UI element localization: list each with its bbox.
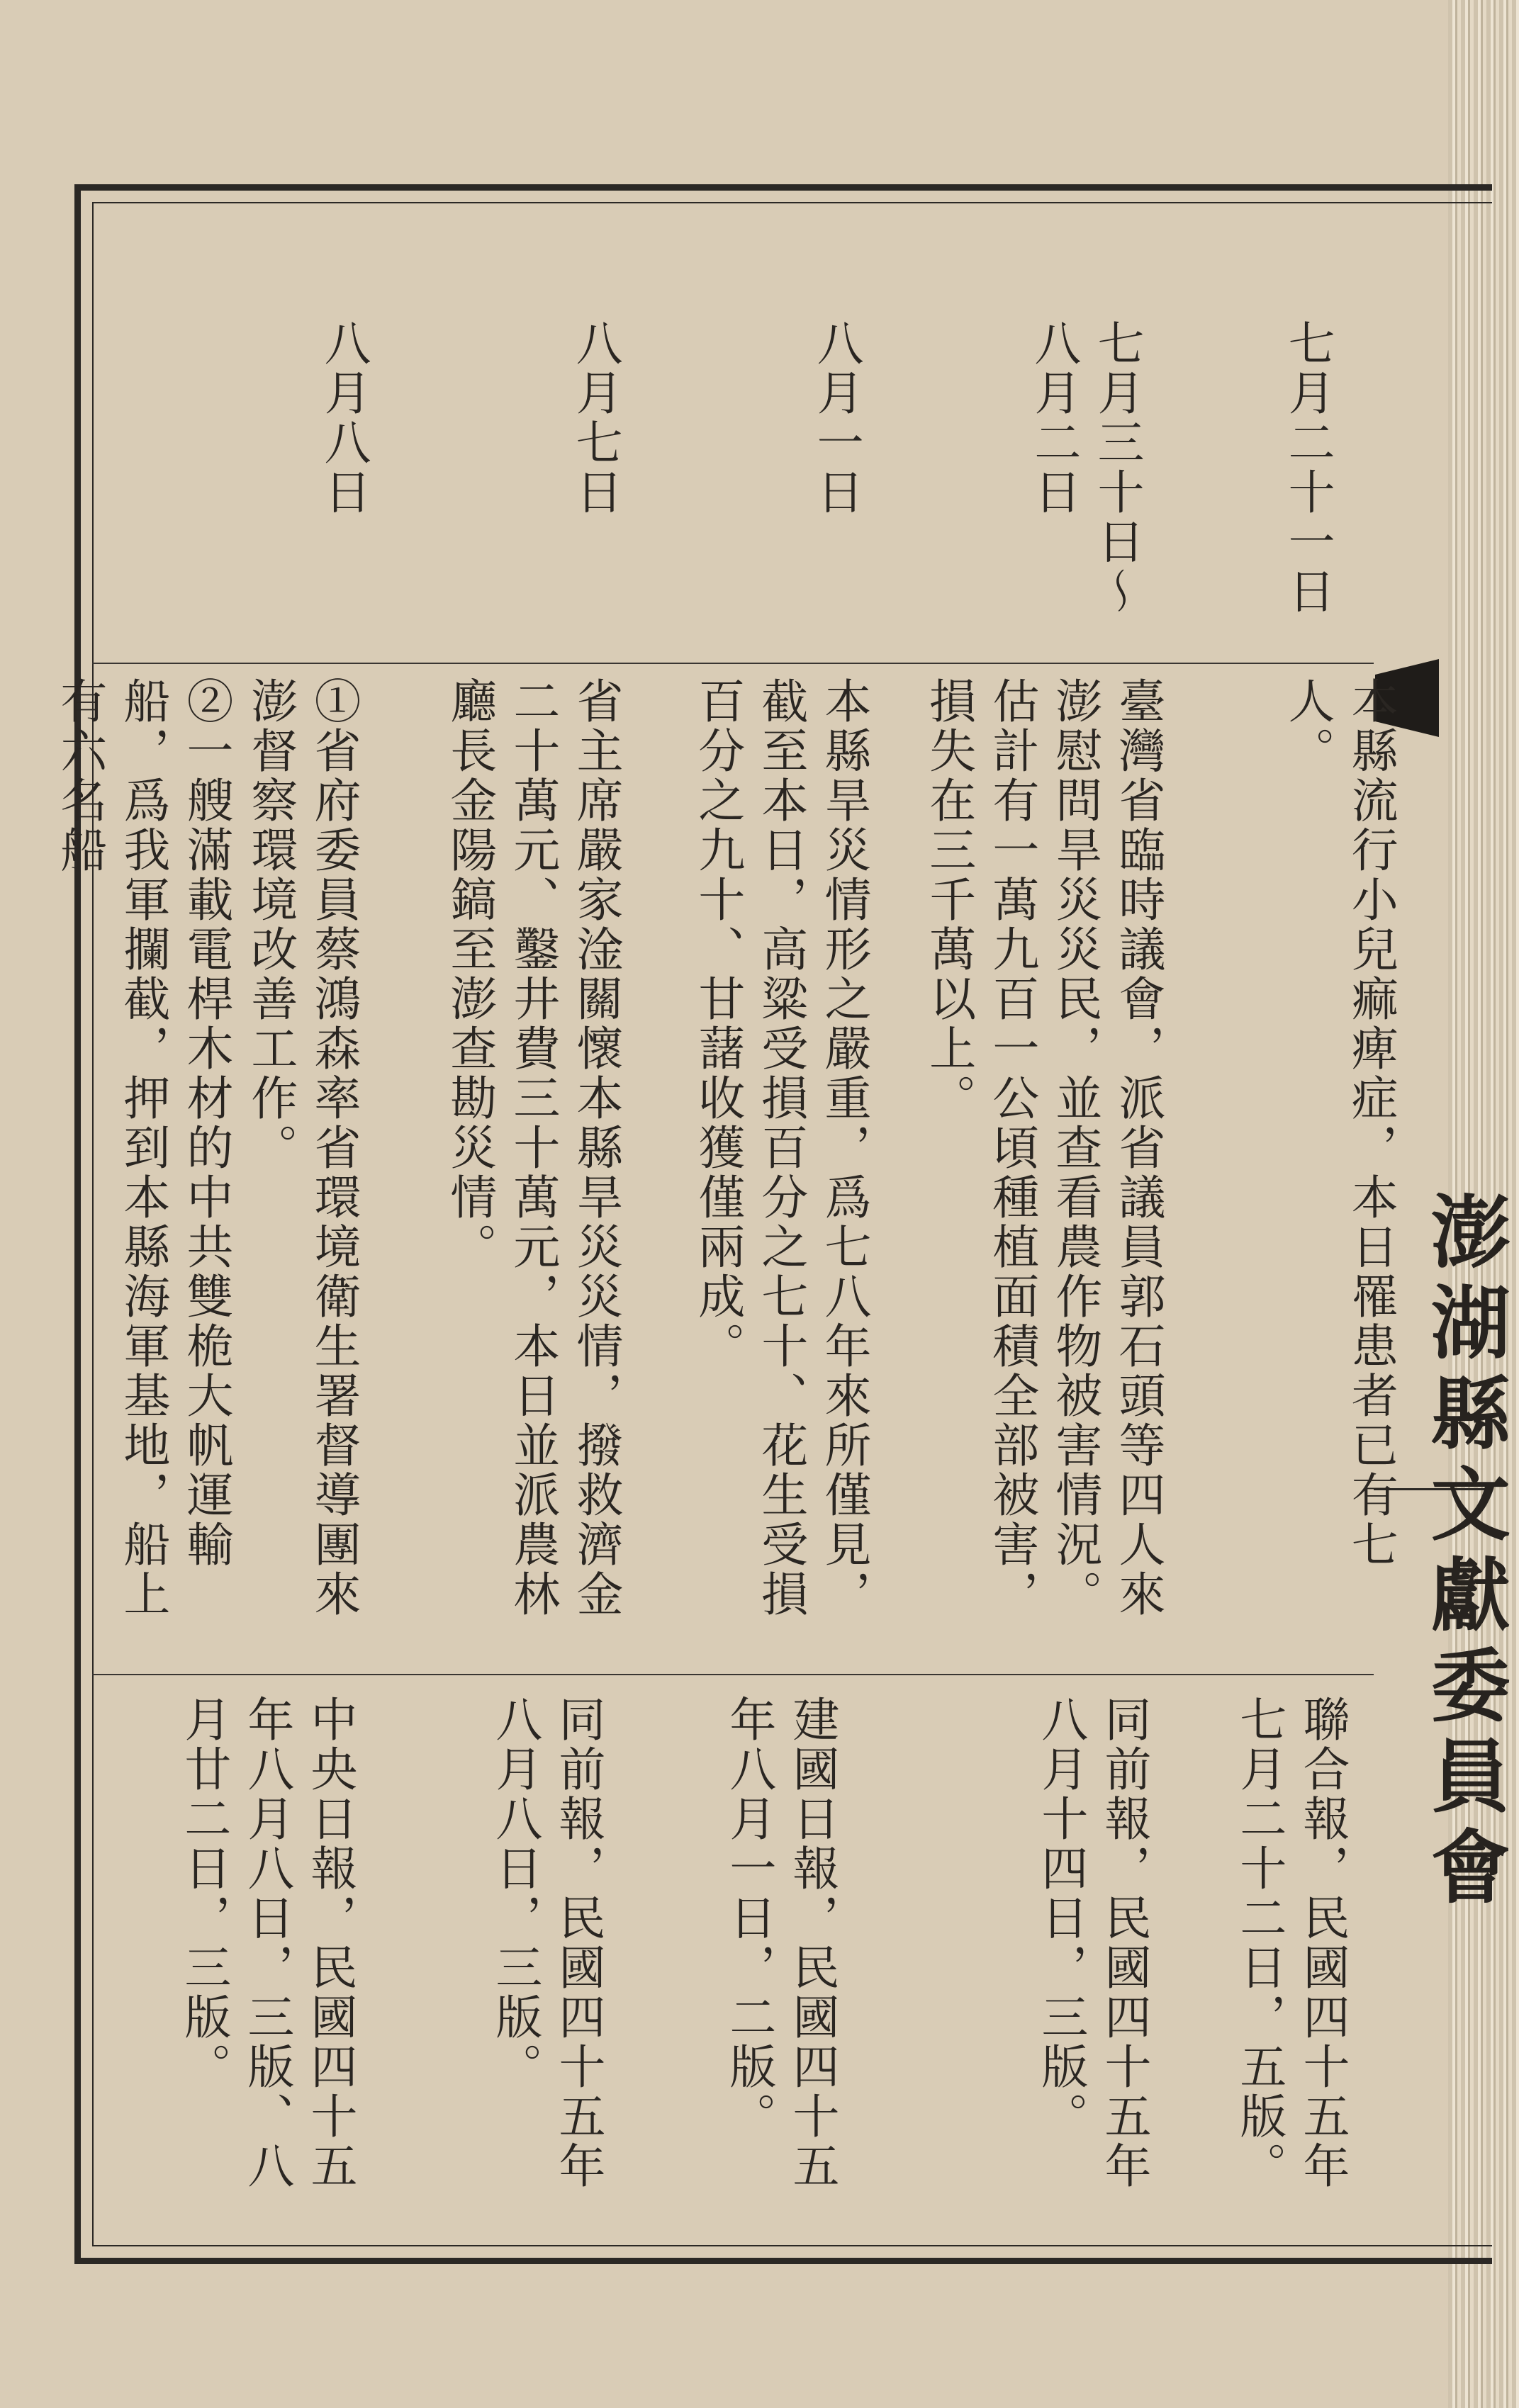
- entry-date: 八月一日: [809, 319, 864, 517]
- entry-event: 本縣流行小兒痲痺症，本日罹患者已有七人。: [1280, 677, 1399, 1570]
- entry-source: 中央日報，民國四十五年八月八日，三版、八月廿二日，三版。: [176, 1695, 357, 2191]
- entry-source: 建國日報，民國四十五年八月一日，二版。: [721, 1695, 839, 2191]
- entry-date: 七月三十日〜八月二日: [1026, 319, 1144, 617]
- entry-source: 同前報，民國四十五年八月八日，三版。: [487, 1695, 605, 2191]
- entry-event: 省主席嚴家淦關懷本縣旱災災情，撥救濟金二十萬元、鑿井費三十萬元，本日並派農林廳長金陽鎬至澎查勘災情。: [442, 677, 623, 1619]
- entry-source: 聯合報，民國四十五年七月二十二日，五版。: [1231, 1695, 1350, 2191]
- entry-date: 七月二十一日: [1280, 319, 1335, 617]
- entry-source: 同前報，民國四十五年八月十四日，三版。: [1033, 1695, 1151, 2191]
- event-source-divider: [92, 1674, 1374, 1675]
- entry-event-item-1: ①省府委員蔡鴻森率省環境衛生署督導團來澎督察環境改善工作。: [242, 677, 361, 1619]
- publisher-title: 澎湖縣文獻委員會: [1418, 1191, 1511, 1916]
- entry-event: 臺灣省臨時議會，派省議員郭石頭等四人來澎慰問旱災災民，並查看農作物被害情況。估計有一萬九百一公頃種植面積全部被害，損失在三千萬以上。: [921, 677, 1165, 1619]
- entry-event: 本縣旱災情形之嚴重，爲七八年來所僅見，截至本日，高粱受損百分之七十、花生受損百分之九十、甘藷收獲僅兩成。: [690, 677, 871, 1619]
- entry-event-item-2: ②一艘滿載電桿木材的中共雙桅大帆運輸船，爲我軍攔截，押到本縣海軍基地，船上有六名船: [52, 677, 233, 1619]
- date-event-divider: [92, 663, 1374, 664]
- entry-date: 八月八日: [316, 319, 371, 517]
- entry-date: 八月七日: [568, 319, 623, 517]
